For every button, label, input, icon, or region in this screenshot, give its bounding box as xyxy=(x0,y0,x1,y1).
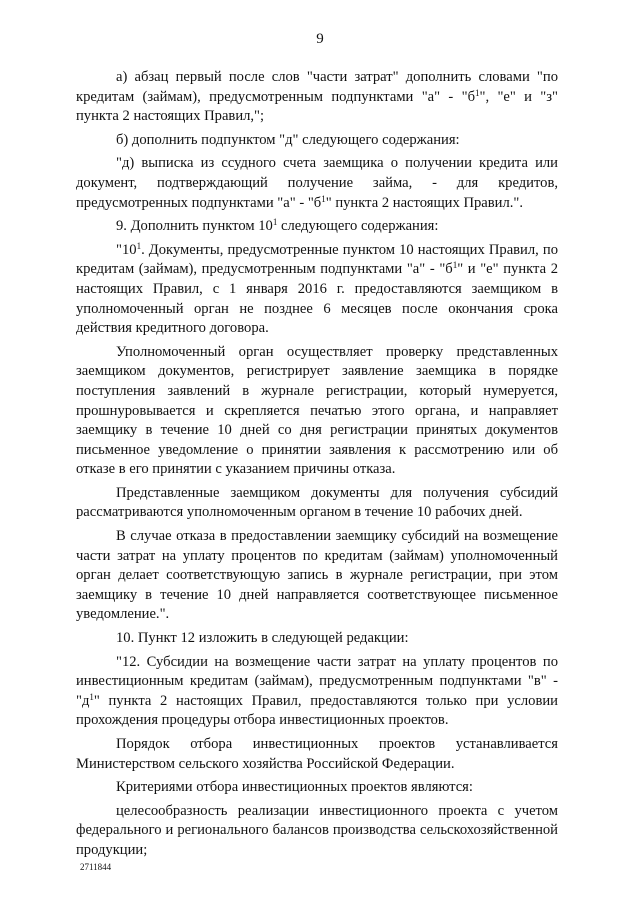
paragraph-item-10-1: "$10^1$. Документы, предусмотренные пунктом 10 настоящих Правил, по кредитам (займам), предусмотренным подпунктами "а" - "$б^1$" и "е" пункта 2 настоящих Правил, с 1 января 2016 г. предоставляются заемщиком в уполномоченный орган не позднее 6 месяцев после окончания срока действия кредитного договора. xyxy=(76,240,558,337)
document-body xyxy=(76,68,558,865)
document-code: 2711844 xyxy=(80,862,112,872)
paragraph-item-10: 10. Пункт 12 изложить в следующей редакции: xyxy=(116,630,409,647)
paragraph-b-dopolnit: б) дополнить подпунктом "д" следующего содержания: xyxy=(116,131,460,148)
paragraph-review-period: Представленные заемщиком документы для получения субсидий рассматриваются уполномоченным органом в течение 10 рабочих дней. xyxy=(76,484,558,521)
paragraph-item-9: 9. Дополнить пунктом $10^1$ следующего содержания: xyxy=(116,217,439,235)
paragraph-a-abzac: а) абзац первый после слов "части затрат" дополнить словами "по кредитам (займам), предусмотренным подпунктами "а" - "$б^1$", "е" и "з" пункта 2 настоящих Правил,"; xyxy=(76,69,558,125)
paragraph-criteria-expediency: целесообразность реализации инвестиционного проекта с учетом федерального и регионального балансов производства сельскохозяйственной продукции; xyxy=(76,802,558,858)
paragraph-refusal: В случае отказа в предоставлении заемщику субсидий на возмещение части затрат на уплату процентов по кредитам (займам) уполномоченный орган делает соответствующую запись в журнале регистрации, при этом заемщику в течение 10 дней направляется соответствующее письменное уведомление.". xyxy=(76,528,558,623)
paragraph-d-vypiska: "д) выписка из ссудного счета заемщика о получении кредита или документ, подтверждающий получение займа, - для кредитов, предусмотренных подпунктами "а" - "$б^1$" пункта 2 настоящих Правил.". xyxy=(76,155,558,211)
paragraph-criteria-heading: Критериями отбора инвестиционных проектов являются: xyxy=(116,779,473,796)
paragraph-selection-order: Порядок отбора инвестиционных проектов устанавливается Министерством сельского хозяйства Российской Федерации. xyxy=(76,736,558,772)
paragraph-authority-check: Уполномоченный орган осуществляет проверку представленных заемщиком документов, регистрирует заявление заемщика в порядке поступления заявлений в журнале регистрации, который нумеруется, прошнуровывается и скрепляется печатью этого органа, и направляет заемщику в течение 10 дней со дня регистрации принятых документов письменное уведомление о принятии заявления к рассмотрению или об отказе в его принятии с указанием причины отказа. xyxy=(76,343,558,478)
paragraph-item-12: "12. Субсидии на возмещение части затрат на уплату процентов по инвестиционным кредитам (займам), предусмотренным подпунктами "в" - "$д^1$" пункта 2 настоящих Правил, предоставляются только при условии прохождения процедуры отбора инвестиционных проектов. xyxy=(76,653,558,729)
page-number: 9 xyxy=(316,31,324,47)
